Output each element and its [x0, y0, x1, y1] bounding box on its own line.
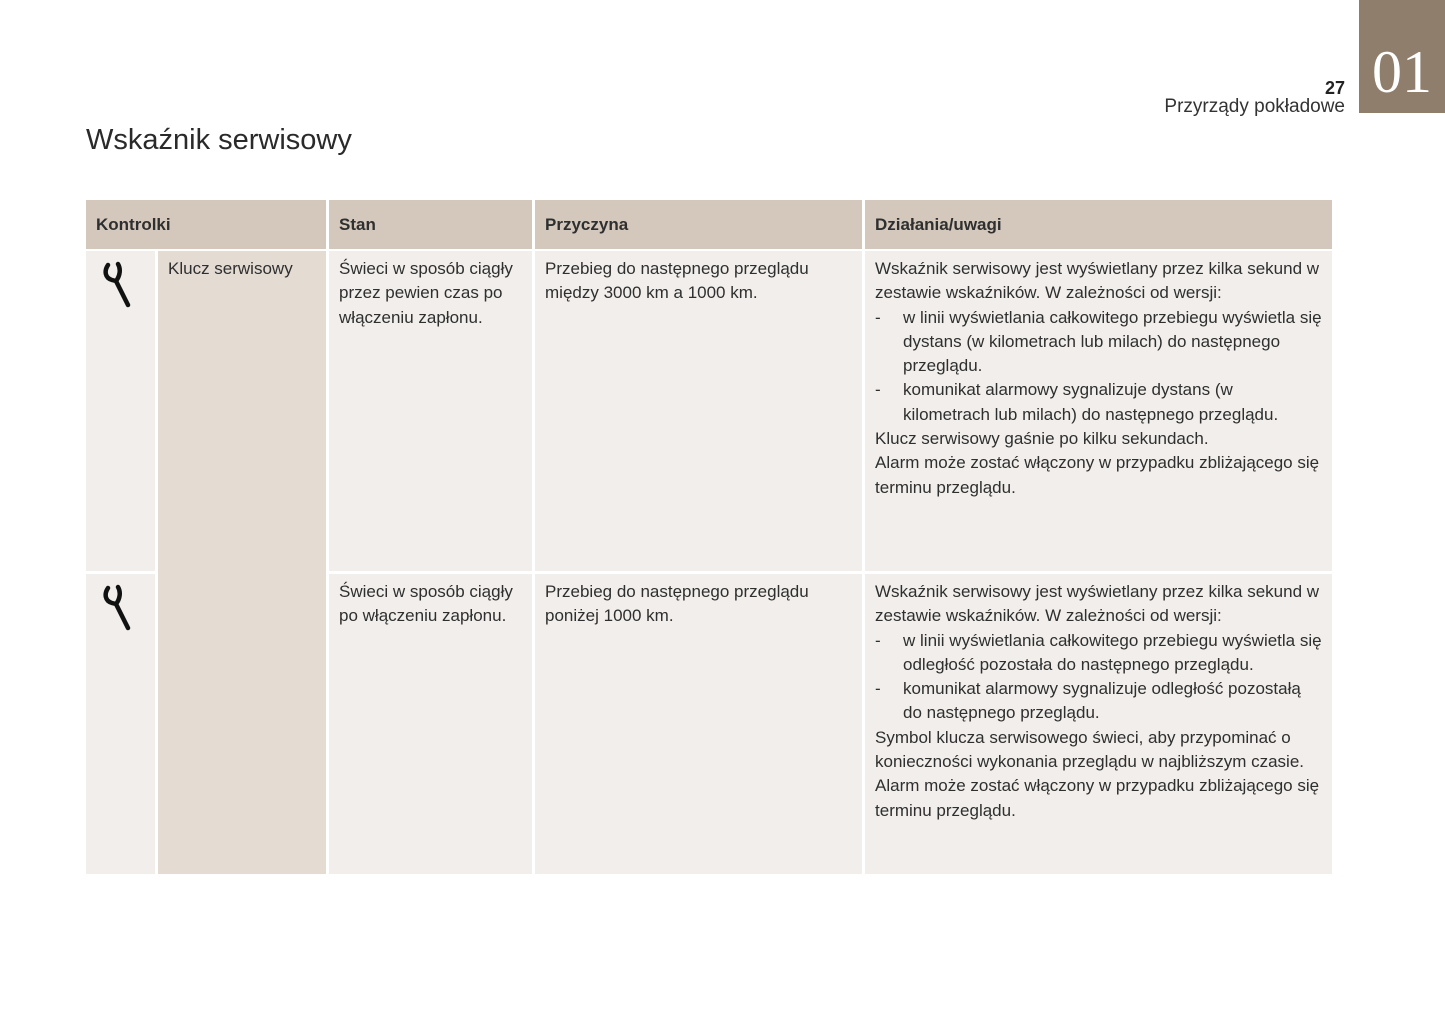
header-kontrolki: Kontrolki — [86, 200, 326, 249]
actions-cell — [862, 571, 1332, 874]
wrench-icon — [102, 584, 136, 632]
header-przyczyna: Przyczyna — [532, 200, 862, 249]
icon-cell — [86, 571, 155, 874]
section-name: Przyrządy pokładowe — [1164, 96, 1345, 117]
state-cell — [326, 571, 532, 874]
actions-cell — [862, 249, 1332, 571]
state-text: Świeci w sposób ciągły przez pewien czas po włączeniu zapłonu. — [339, 259, 513, 327]
cause-cell — [532, 571, 862, 874]
icon-cell — [86, 249, 155, 571]
actions-bullet: - w linii wyświetlania całkowitego przebiegu wyświetla się odległość pozostała do następnego przeglądu. — [875, 630, 1322, 674]
actions-bullet: - komunikat alarmowy sygnalizuje odległość pozostałą do następnego przeglądu. — [875, 679, 1301, 723]
actions-note: Klucz serwisowy gaśnie po kilku sekundach. — [875, 429, 1209, 449]
actions-note: Alarm może zostać włączony w przypadku zbliżającego się terminu przeglądu. — [875, 776, 1320, 820]
indicator-name-cell — [155, 249, 326, 874]
service-indicator-table — [86, 200, 1332, 874]
page-number: 27 — [1324, 78, 1345, 98]
table-header-row — [86, 200, 1332, 249]
wrench-icon — [102, 261, 136, 309]
state-text: Świeci w sposób ciągły po włączeniu zapłonu. — [339, 582, 513, 626]
table-row — [86, 249, 1332, 571]
header-stan: Stan — [326, 200, 532, 249]
header-dzialania: Działania/uwagi — [862, 200, 1332, 249]
cause-cell — [532, 249, 862, 571]
chapter-tab: 01 — [1359, 0, 1445, 113]
indicator-name: Klucz serwisowy — [168, 259, 293, 278]
actions-intro: Wskaźnik serwisowy jest wyświetlany przez kilka sekund w zestawie wskaźników. W zależności od wersji: — [875, 582, 1320, 626]
actions-bullet: - komunikat alarmowy sygnalizuje dystans (w kilometrach lub milach) do następnego przeglądu. — [875, 380, 1279, 424]
actions-intro: Wskaźnik serwisowy jest wyświetlany przez kilka sekund w zestawie wskaźników. W zależności od wersji: — [875, 259, 1320, 303]
actions-note: Symbol klucza serwisowego świeci, aby przypominać o konieczności wykonania przeglądu w najbliższym czasie. — [875, 727, 1304, 772]
state-cell — [326, 249, 532, 571]
actions-note: Alarm może zostać włączony w przypadku zbliżającego się terminu przeglądu. — [875, 453, 1320, 497]
cause-text: Przebieg do następnego przeglądu między 3000 km a 1000 km. — [545, 259, 809, 303]
page-title: Wskaźnik serwisowy — [86, 124, 352, 156]
cause-text: Przebieg do następnego przeglądu poniżej 1000 km. — [545, 582, 809, 626]
actions-bullet: - w linii wyświetlania całkowitego przebiegu wyświetla się dystans (w kilometrach lub milach) do następnego przeglądu. — [875, 307, 1322, 376]
